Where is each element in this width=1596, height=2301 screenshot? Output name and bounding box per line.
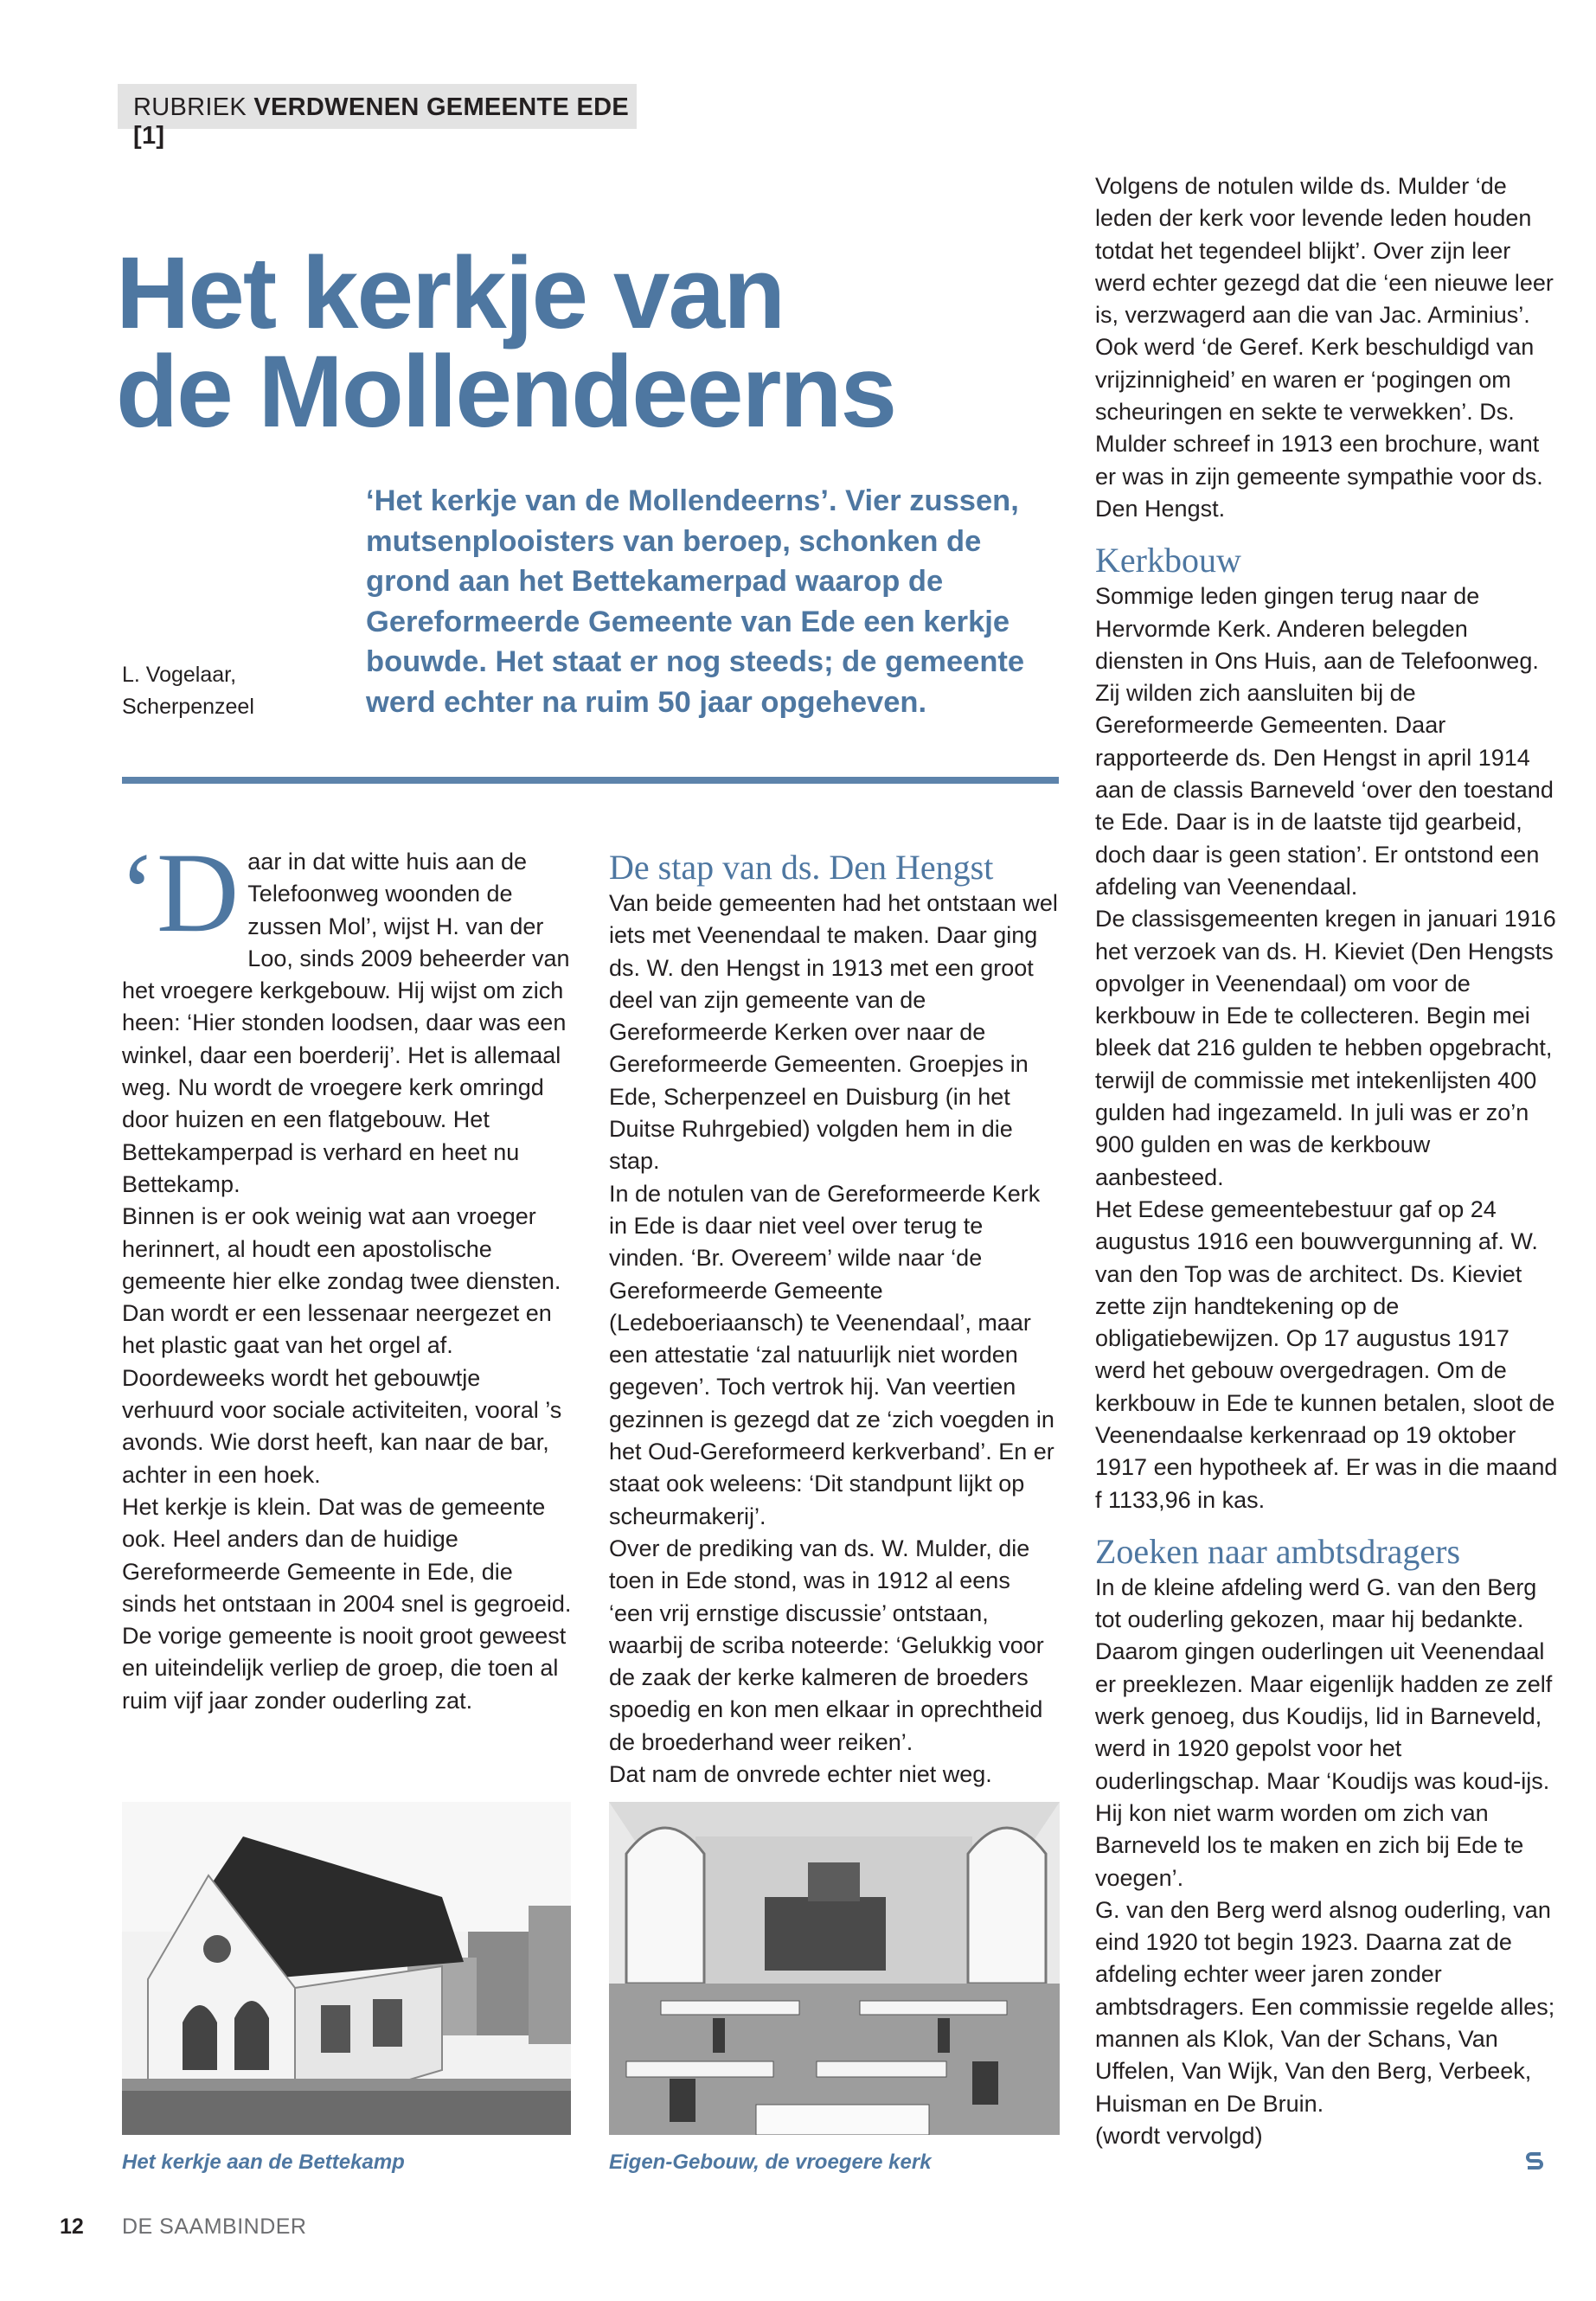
photo-caption: Het kerkje aan de Bettekamp	[122, 2150, 405, 2174]
column-3	[1095, 170, 1558, 2152]
author-name: L. Vogelaar,	[122, 663, 237, 687]
paragraph: In de notulen van de Gereformeerde Kerk in Ede is daar niet veel over terug te vinden. ‘Br. Overeem’ wilde naar ‘de Gereformeerde Gemeente (Ledeboeriaansch) te Veenendaal’, maar een attestatie ‘zal natuurlijk niet worden gegeven’. Toch vertrok hij. Van veertien gezinnen is gezegd dat ze ‘zich voegden in het Oud-Gereformeerd kerkverband’. En er staat ook weleens: ‘Dit standpunt lijkt op scheurmakerij’.	[609, 1180, 1054, 1529]
paragraph: Het Edese gemeentebestuur gaf op 24 augustus 1916 een bouwvergunning af. W. van den Top was de architect. Ds. Kieviet zette zijn handtekening op de obligatiebewijzen. Op 17 augustus 1917 werd het gebouw overgedragen. Om de kerkbouw in Ede te kunnen betalen, sloot de Veenendaalse kerkenraad op 19 oktober 1917 een hypotheek af. Er was in die maand f 1133,96 in kas.	[1095, 1195, 1558, 1513]
church-interior-photo	[609, 1802, 1060, 2135]
paragraph: Sommige leden gingen terug naar de Hervormde Kerk. Anderen belegden diensten in Ons Huis, aan de Telefoonweg. Zij wilden zich aansluiten bij de Gereformeerde Gemeenten. Daar rapporteerde ds. Den Hengst in april 1914 aan de classis Barneveld ‘over den toestand te Ede. Daar is in de laatste tijd gearbeid, doch daar is geen station’. Er ontstond een afdeling van Veenendaal.	[1095, 583, 1554, 900]
section-heading: De stap van ds. Den Hengst	[609, 848, 994, 887]
paragraph: G. van den Berg werd alsnog ouderling, van eind 1920 tot begin 1923. Daarna zat de afdeling echter weer jaren zonder ambtsdragers. Een commissie regelde alles; mannen als Klok, Van der Schans, Van Uffelen, Van Wijk, Van den Berg, Verbeek, Huisman en De Bruin.	[1095, 1896, 1555, 2117]
title-line-1: Het kerkje van	[116, 236, 785, 350]
rubric-label	[118, 84, 637, 150]
paragraph: In de kleine afdeling werd G. van den Berg tot ouderling gekozen, maar hij bedankte. Daarom gingen ouderlingen uit Veenendaal er preeklezen. Maar eigenlijk hadden ze zelf werk genoeg, dus Koudijs, lid in Barneveld, werd in 1920 gepolst voor het ouderlingschap. Maar ‘Koudijs was koud-ijs. Hij kon niet warm worden om zich van Barneveld los te maken en zich bij Ede te voegen’.	[1095, 1574, 1553, 1891]
photo-caption: Eigen-Gebouw, de vroegere kerk	[609, 2150, 932, 2174]
article-title	[116, 236, 981, 449]
paragraph: Over de prediking van ds. W. Mulder, die toen in Ede stond, was in 1912 al eens ‘een vrij ernstige discussie’ ontstaan, waarbij de scriba noteerde: ‘Gelukkig voor de zaak der kerke kalmeren de broeders spoedig en kon men elkaar in oprechtheid de broederhand weer reiken’.	[609, 1535, 1044, 1755]
column-1	[119, 829, 573, 1717]
church-exterior-photo	[122, 1802, 571, 2135]
paragraph: Van beide gemeenten had het ontstaan wel iets met Veenendaal te maken. Daar ging ds. W. den Hengst in 1913 met een groot deel van zijn gemeente van de Gereformeerde Kerken over naar de Gereformeerde Gemeenten. Groepjes in Ede, Scherpenzeel en Duisburg (in het Duitse Ruhrgebied) volgden hem in die stap.	[609, 890, 1058, 1175]
paragraph: De classisgemeenten kregen in januari 1916 het verzoek van ds. H. Kieviet (Den Hengsts opvolger in Veenendaal) om voor de kerkbouw in Ede te collecteren. Begin mei bleek dat 216 gulden te hebben opgebracht, terwijl de commissie met intekenlijsten 400 gulden had ingezameld. In juli was er zo’n 900 gulden en was de kerkbouw aanbesteed.	[1095, 906, 1556, 1190]
magazine-name: DE SAAMBINDER	[122, 2214, 307, 2239]
intro-lead: ‘Het kerkje van de Mollendeerns’. Vier zussen, mutsenplooisters van beroep, schonken de grond aan het Bettekamerpad waarop de Gereformeerde Gemeente van Ede een kerkje bouwde. Het staat er nog steeds; de gemeente werd echter na ruim 50 jaar opgeheven.	[366, 484, 1025, 719]
paragraph: Volgens de notulen wilde ds. Mulder ‘de leden der kerk voor levende leden houden totdat het tegendeel blijkt’. Over zijn leer werd echter gezegd dat die ‘een nieuwe leer is, verzwagerd aan die van Jac. Arminius’. Ook werd ‘de Geref. Kerk beschuldigd van vrijzinnigheid’ en waren er ‘pogingen om scheuringen en sekte te verwekken’. Ds. Mulder schreef in 1913 een brochure, want er was in zijn gemeente sympathie voor ds. Den Hengst.	[1095, 173, 1554, 522]
paragraph: Dat nam de onvrede echter niet weg.	[609, 1761, 992, 1788]
rubric-name: VERDWENEN GEMEENTE EDE [1]	[133, 93, 629, 150]
page-number: 12	[60, 2214, 84, 2239]
section-heading: Zoeken naar ambtsdragers	[1095, 1531, 1461, 1571]
paragraph: De vorige gemeente is nooit groot geweest en uiteindelijk verliep de groep, die toen al ruim vijf jaar zonder ouderling zat.	[122, 1623, 567, 1714]
column-2	[609, 848, 1060, 1791]
author-byline	[122, 659, 295, 723]
rubric-prefix: RUBRIEK	[133, 93, 247, 121]
continued-note: (wordt vervolgd)	[1095, 2122, 1263, 2149]
end-mark-icon	[1524, 2150, 1545, 2171]
paragraph: Het kerkje is klein. Dat was de gemeente ook. Heel anders dan de huidige Gereformeerde Gemeente in Ede, die sinds het ontstaan in 2004 snel is gegroeid.	[122, 1493, 572, 1617]
paragraph: aar in dat witte huis aan de Telefoonweg woonden de zussen Mol’, wijst H. van der Loo, sinds 2009 beheerder van het vroegere kerkgebouw. Hij wijst om zich heen: ‘Hier stonden loodsen, daar was een winkel, daar een boerderij’. Het is allemaal weg. Nu wordt de vroegere kerk omringd door huizen en een flatgebouw. Het Bettekamperpad is verhard en heet nu Bettekamp.	[122, 849, 570, 1197]
title-line-2: de Mollendeerns	[116, 335, 896, 449]
drop-cap: ‘D	[119, 829, 240, 956]
paragraph: Binnen is er ook weinig wat aan vroeger herinnert, al houdt een apostolische gemeente hier elke zondag twee diensten. Dan wordt er een lessenaar neergezet en het plastic gaat van het orgel af. Doordeweeks wordt het gebouwtje verhuurd voor sociale activiteiten, vooral ’s avonds. Wie dorst heeft, kan naar de bar, achter in een hoek.	[122, 1203, 562, 1488]
author-place: Scherpenzeel	[122, 695, 254, 719]
section-divider	[122, 777, 1059, 784]
section-heading: Kerkbouw	[1095, 541, 1241, 580]
